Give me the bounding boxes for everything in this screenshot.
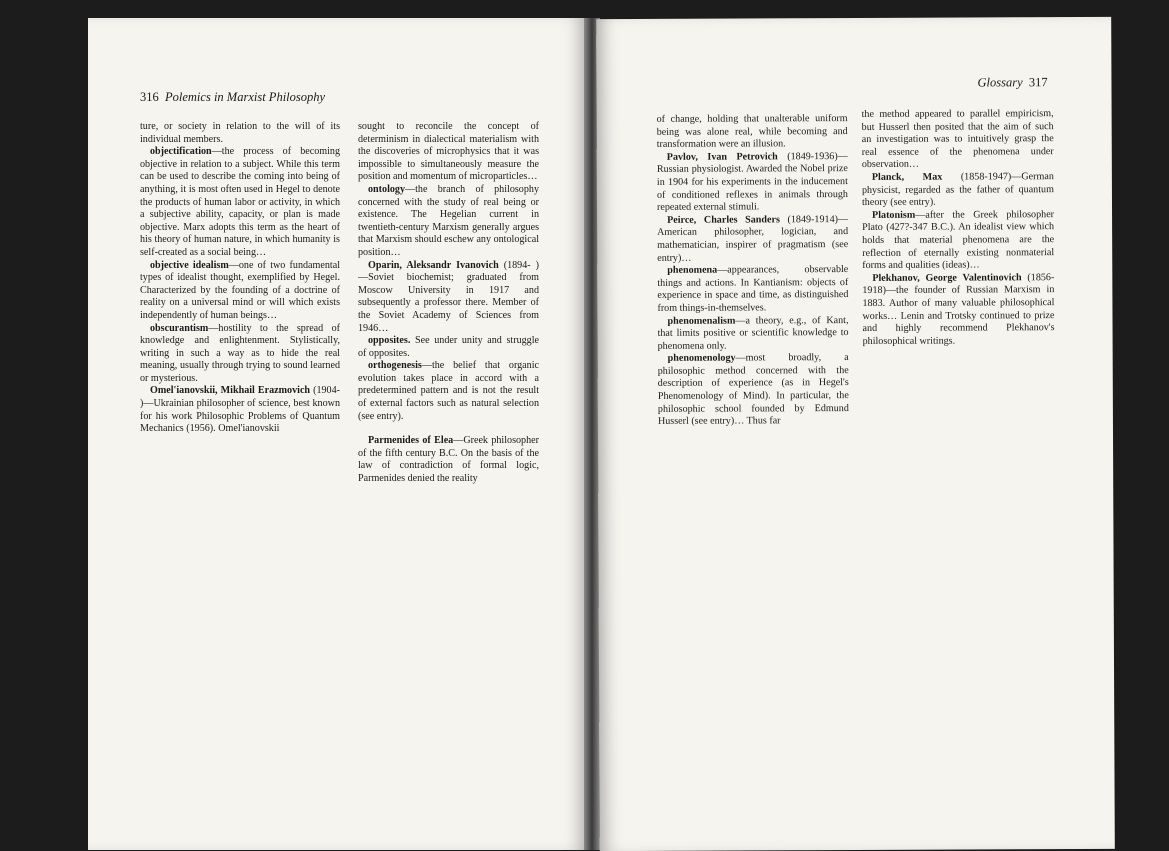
glossary-term: Peirce, Charles Sanders: [667, 214, 780, 226]
glossary-entry: [358, 360, 539, 423]
glossary-entry: [657, 151, 848, 215]
left-running-header: [140, 90, 325, 105]
glossary-term: Pavlov, Ivan Petrovich: [666, 151, 778, 163]
glossary-entry: [140, 121, 340, 146]
glossary-entry: [862, 108, 1054, 172]
glossary-entry: [358, 121, 539, 184]
glossary-definition: —the branch of philosophy concerned with the study of real being or existence. The Hegelian current in twentieth-century Marxism generally argues that Marxism should eschew any ontological position…: [358, 183, 539, 258]
glossary-definition: of change, holding that unalterable uniform being was alone real, while becoming and transformation were an illusion.: [656, 113, 848, 151]
glossary-entry: [658, 352, 849, 428]
glossary-entry: [140, 146, 340, 259]
glossary-term: Omel'ianovskii, Mikhail Erazmovich: [150, 385, 311, 397]
glossary-definition: —after the Greek philosopher Plato (427?-347 B.C.). An idealist view which holds that material phenomena are the reflection of eternally existing nonmaterial forms and qualities (ideas)…: [862, 208, 1055, 272]
glossary-entry: [358, 184, 539, 260]
glossary-entry: [140, 260, 340, 323]
right-column-1: [657, 113, 851, 804]
glossary-entry: [657, 315, 848, 354]
glossary-entry: [657, 113, 848, 152]
glossary-definition: ture, or society in relation to the will of its individual members.: [140, 121, 340, 145]
glossary-entry: [862, 171, 1054, 210]
glossary-definition: —the belief that organic evolution takes place in accord with a predetermined pattern and is not the result of external factors such as natural selection (see entry).: [358, 360, 539, 422]
right-running-header: [977, 75, 1047, 90]
glossary-term: Parmenides of Elea: [368, 435, 454, 447]
glossary-entry: [862, 209, 1054, 273]
glossary-entry: [657, 214, 848, 265]
glossary-definition: the method appeared to parallel empiricism, but Husserl then posited that the aim of such an investigation was to intuitively grasp the real essence of the phenomena under observation…: [861, 108, 1054, 171]
glossary-definition: See under unity and struggle of opposites.: [358, 335, 539, 359]
glossary-definition: (1849-1936)—Russian physiologist. Awarded the Nobel prize in 1904 for his experiments in the inducement of conditioned reflexes in animals through repeated external stimuli.: [656, 150, 848, 214]
glossary-definition: —a theory, e.g., of Kant, that limits positive or scientific knowledge to phenomena only.: [657, 314, 849, 352]
right-page: [596, 17, 1115, 851]
glossary-term: ontology: [368, 183, 406, 195]
glossary-definition: —the process of becoming objective in relation to a subject. While this term can be used to describe the coming into being of anything, it is most often used in Hegel to denote the products of human labor or activity, in which a subjective ability, capacity, or plan is made objective. Marx adopts this term as the heart of his theory of human nature, in which humanity is self-created as a social being…: [140, 146, 340, 258]
glossary-term: Oparin, Aleksandr Ivanovich: [368, 259, 499, 271]
glossary-definition: (1904- )—Ukrainian philosopher of science, best known for his work Philosophic Problems of Quantum Mechanics (1956). Omel'ianovskii: [140, 385, 340, 435]
glossary-entry: [657, 264, 848, 315]
right-page-number: 317: [1028, 75, 1048, 90]
glossary-term: obscurantism: [150, 322, 209, 334]
left-running-title: Polemics in Marxist Philosophy: [165, 90, 326, 104]
glossary-definition: —hostility to the spread of knowledge and enlightenment. Stylistically, writing in such a way as to hide the real meaning, usually through trying to sound learned or mysterious.: [140, 322, 340, 384]
glossary-term: orthogenesis: [368, 360, 422, 372]
glossary-entry: [140, 323, 340, 386]
glossary-term: phenomenology: [667, 352, 736, 365]
glossary-definition: —most broadly, a philosophic method concerned with the description of experience (as in Hegel's Phenomenology of Mind). In particular, the philosophic school founded by Edmund Husserl (see entry)… Thus far: [657, 352, 849, 428]
glossary-entry: [140, 385, 340, 435]
glossary-term: Plekhanov, George Valentinovich: [872, 271, 1022, 284]
glossary-entry: [358, 335, 539, 360]
glossary-entry: [358, 435, 539, 485]
left-column-1: [140, 121, 340, 797]
left-column-2: [358, 121, 539, 797]
glossary-term: phenomena: [667, 264, 718, 276]
glossary-definition: sought to reconcile the concept of determinism in dialectical materialism with the discoveries of microphysics that it was impossible to simultaneously measure the position and momentum of microparticles…: [358, 121, 539, 183]
glossary-entry: [358, 260, 539, 336]
glossary-definition: (1858-1947)—German physicist, regarded as the father of quantum theory (see entry).: [861, 171, 1054, 209]
glossary-definition: —one of two fundamental types of idealist thought, exemplified by Hegel. Characterized by the founding of a doctrine of reality on a universal mind or will which exists independently of human beings…: [140, 259, 340, 321]
glossary-term: opposites.: [368, 335, 411, 347]
glossary-definition: (1849-1914)—American philosopher, logician, and mathematician, inspirer of pragmatism (see entry)…: [657, 213, 849, 264]
left-page: [88, 18, 586, 850]
right-running-title: Glossary: [977, 75, 1023, 90]
right-column-2: [862, 108, 1057, 799]
left-page-number: 316: [140, 90, 159, 104]
glossary-term: Platonism: [872, 209, 916, 221]
glossary-term: Planck, Max: [871, 171, 943, 183]
glossary-entry: [862, 272, 1054, 348]
glossary-definition: (1894- )—Soviet biochemist; graduated from Moscow University in 1917 and subsequently a professor there. Member of the Soviet Academy of Sciences from 1946…: [358, 259, 539, 334]
glossary-definition: (1856-1918)—the founder of Russian Marxism in 1883. Author of many valuable philosophical works… Lenin and Trotsky continued to prize and highly recommend Plekhanov's philosophical writings.: [862, 271, 1055, 347]
glossary-term: objectification: [150, 146, 212, 158]
glossary-term: objective idealism: [150, 259, 229, 271]
glossary-definition: —appearances, observable things and actions. In Kantianism: objects of experience in space and time, as distinguished from things-in-themselves.: [657, 264, 849, 314]
glossary-definition: —Greek philosopher of the fifth century B.C. On the basis of the law of contradiction of formal logic, Parmenides denied the reality: [358, 435, 539, 485]
glossary-term: phenomenalism: [667, 315, 736, 327]
